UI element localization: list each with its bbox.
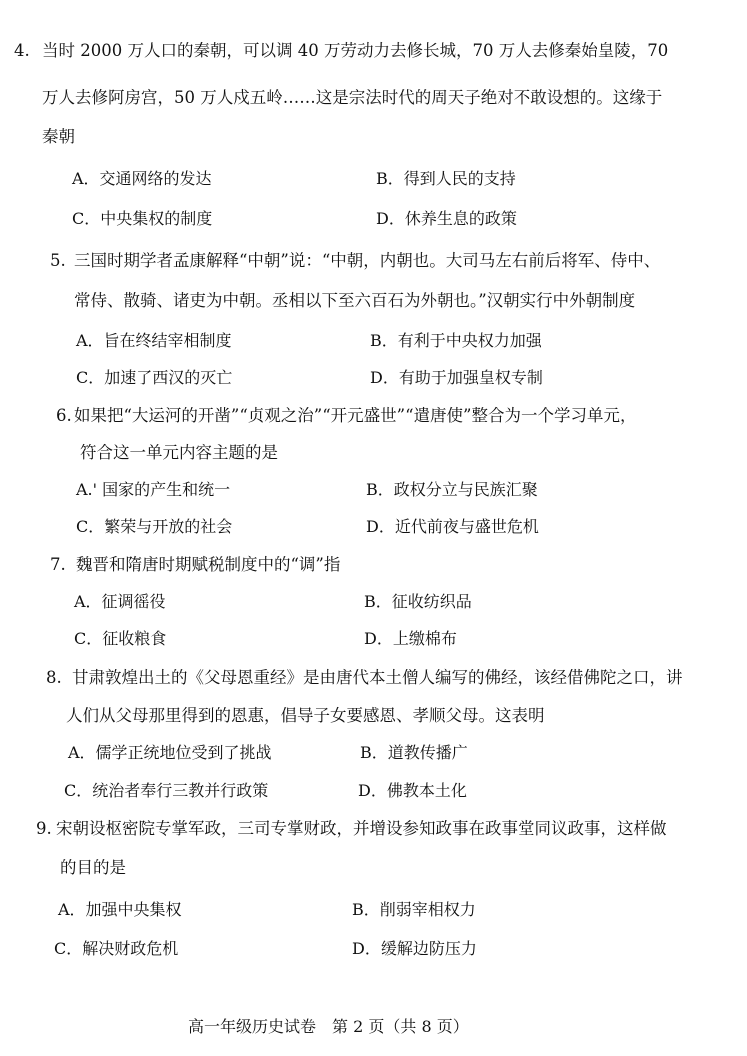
option-a: A．征调徭役	[74, 592, 166, 611]
option-c: C．中央集权的制度	[72, 209, 213, 228]
option-c: C．统治者奉行三教并行政策	[64, 781, 269, 800]
option-d: D．休养生息的政策	[376, 209, 517, 228]
question-stem-line: 如果把“大运河的开凿”“贞观之治”“开元盛世”“遣唐使”整合为一个学习单元，	[74, 406, 637, 425]
option-b: B．道教传播广	[360, 743, 468, 762]
option-d: D．上缴棉布	[364, 629, 457, 648]
option-a: A．加强中央集权	[58, 900, 182, 919]
page-footer: 高一年级历史试卷 第 2 页（共 8 页）	[188, 1017, 469, 1036]
question-stem-line: 符合这一单元内容主题的是	[80, 443, 278, 462]
question-stem-line: 当时 2000 万人口的秦朝，可以调 40 万劳动力去修长城，70 万人去修秦始皇陵，70	[42, 41, 669, 60]
option-b: B．得到人民的支持	[376, 169, 516, 188]
option-d: D．有助于加强皇权专制	[370, 368, 543, 387]
option-a: A．旨在终结宰相制度	[76, 331, 232, 350]
question-number: 7.	[50, 555, 66, 574]
question-number: 4.	[14, 41, 30, 60]
option-a: A.' 国家的产生和统一	[76, 480, 231, 499]
question-number: 8.	[46, 668, 62, 687]
question-stem-line: 宋朝设枢密院专掌军政，三司专掌财政，并增设参知政事在政事堂同议政事，这样做	[56, 819, 667, 838]
question-stem-line: 万人去修阿房宫，50 万人戍五岭……这是宗法时代的周天子绝对不敢设想的。这缘于	[42, 88, 663, 107]
question-stem-line: 甘肃敦煌出土的《父母恩重经》是由唐代本土僧人编写的佛经，该经借佛陀之口，讲	[72, 668, 683, 687]
option-a: A．交通网络的发达	[72, 169, 212, 188]
option-d: D．近代前夜与盛世危机	[366, 517, 539, 536]
question-stem-line: 人们从父母那里得到的恩惠，倡导子女要感恩、孝顺父母。这表明	[66, 706, 545, 725]
option-b: B．政权分立与民族汇聚	[366, 480, 538, 499]
option-c: C．加速了西汉的灭亡	[76, 368, 233, 387]
option-d: D．缓解边防压力	[352, 939, 477, 958]
question-stem-line: 魏晋和隋唐时期赋税制度中的“调”指	[76, 555, 341, 574]
question-number: 6.	[56, 406, 72, 425]
option-b: B．削弱宰相权力	[352, 900, 476, 919]
option-b: B．有利于中央权力加强	[370, 331, 542, 350]
question-number: 9.	[36, 819, 52, 838]
option-c: C．繁荣与开放的社会	[76, 517, 233, 536]
option-c: C．解决财政危机	[54, 939, 179, 958]
option-b: B．征收纺织品	[364, 592, 472, 611]
option-d: D．佛教本土化	[358, 781, 467, 800]
option-a: A．儒学正统地位受到了挑战	[68, 743, 272, 762]
question-stem-line: 三国时期学者孟康解释“中朝”说：“中朝，内朝也。大司马左右前后将军、侍中、	[74, 251, 661, 270]
question-stem-line: 常侍、散骑、诸吏为中朝。丞相以下至六百石为外朝也。”汉朝实行中外朝制度	[74, 291, 636, 310]
question-stem-line: 秦朝	[42, 127, 75, 146]
question-stem-line: 的目的是	[60, 858, 126, 877]
option-c: C．征收粮食	[74, 629, 167, 648]
question-number: 5.	[50, 251, 66, 270]
